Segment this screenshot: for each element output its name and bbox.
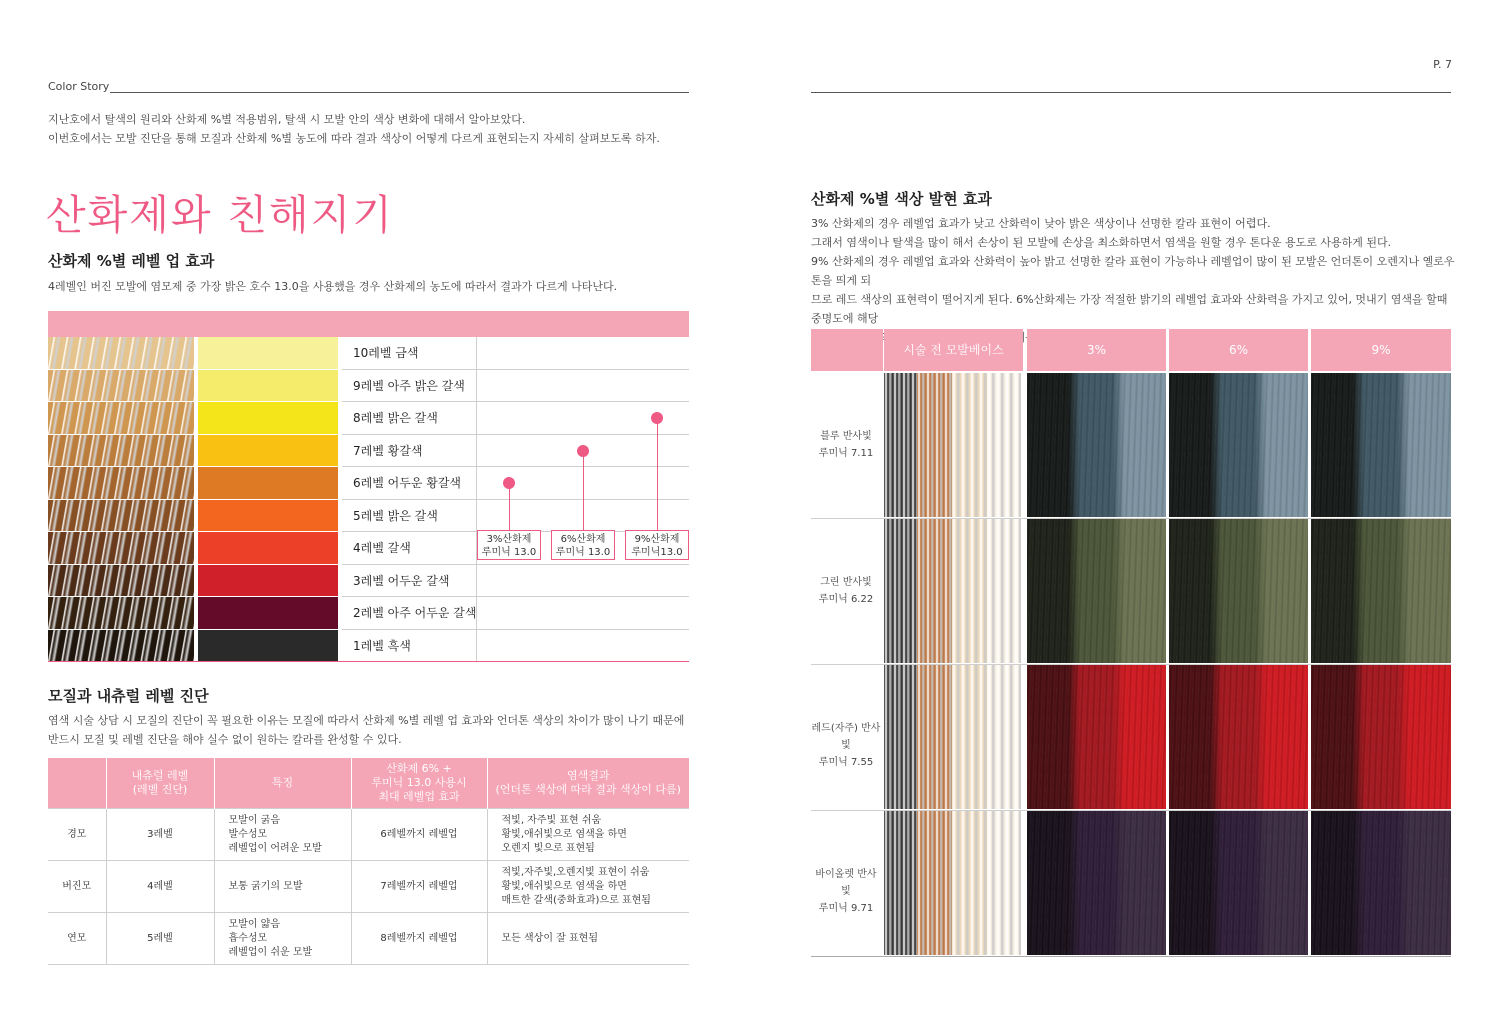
hair-sample [48, 565, 194, 597]
base-hair-strand [917, 811, 952, 955]
color-column-header: 3% [1027, 329, 1166, 371]
diagnosis-heading: 모질과 내츄럴 레벨 진단 [48, 687, 209, 705]
page-title: 산화제와 친해지기 [46, 191, 394, 239]
result-dot [503, 477, 515, 489]
base-hair-strand [987, 811, 1021, 955]
section-label: Color Story [48, 80, 110, 93]
diagnosis-cell-level: 3레벨 [106, 809, 214, 861]
result-product: 루미닉13.0 [631, 547, 683, 558]
result-hair-swatch [1027, 519, 1166, 663]
level-color-swatch [198, 500, 338, 532]
level-color-swatch [198, 435, 338, 467]
diagnosis-header-cell [48, 758, 106, 809]
color-row-shade: 그린 반사빛 [820, 577, 872, 588]
diagnosis-header-cell: 특징 [214, 758, 351, 809]
result-hair-swatch [1027, 665, 1166, 809]
hair-texture [1027, 665, 1166, 809]
hair-sample [48, 402, 194, 434]
level-chart-bottom [48, 661, 689, 662]
diagnosis-cell-max: 7레벨까지 레벨업 [351, 861, 487, 913]
diagnosis-cell-level: 4레벨 [106, 861, 214, 913]
diagnosis-row [48, 809, 689, 861]
result-dot [651, 412, 663, 424]
level-label: 6레벨 어두운 황갈색 [353, 476, 462, 490]
color-row-product: 루미닉 7.55 [818, 757, 874, 768]
level-color-swatch [198, 630, 338, 662]
hair-texture [1311, 811, 1451, 955]
result-box [625, 530, 689, 560]
hair-sample [48, 337, 194, 369]
diagnosis-cell-max: 6레벨까지 레벨업 [351, 809, 487, 861]
diagnosis-header-cell: 염색결과 (언더톤 색상에 따라 결과 색상이 다름) [487, 758, 689, 809]
level-label: 10레벨 금색 [353, 346, 419, 360]
level-label: 9레벨 아주 밝은 갈색 [353, 378, 465, 393]
hair-sample [48, 467, 194, 499]
result-hair-swatch [1311, 811, 1451, 955]
color-description-line: 므로 레드 색상의 표현력이 떨어지게 된다. 6%산화제는 가장 적절한 밝기의 레벨업 효과와 산화력을 가지고 있어, 멋내기 염색을 할때 중명도에 해당 [811, 293, 1448, 325]
base-hair-strand [884, 811, 917, 955]
diagnosis-cell-feature: 모발이 얇음 흡수성모 레벨업이 쉬운 모발 [214, 913, 351, 965]
hair-texture [1169, 665, 1308, 809]
level-heading: 산화제 %별 레벨 업 효과 [48, 252, 215, 270]
hair-sample [48, 630, 194, 662]
base-hair-strand [987, 665, 1021, 809]
color-description-line: 그래서 염색이나 탈색을 많이 해서 손상이 된 모발에 손상을 최소화하면서 염색을 원할 경우 톤다운 용도로 사용하게 된다. [811, 236, 1392, 249]
result-hair-swatch [1169, 665, 1308, 809]
diagnosis-cell-max: 8레벨까지 레벨업 [351, 913, 487, 965]
base-hair-strand [917, 665, 952, 809]
hair-sample [48, 435, 194, 467]
color-row-product: 루미닉 7.11 [818, 448, 874, 459]
level-column-divider [476, 337, 477, 662]
hair-sample [48, 597, 194, 629]
result-hair-swatch [1311, 519, 1451, 663]
diagnosis-cell-feature: 모발이 굵음 발수성모 레벨업이 어려운 모발 [214, 809, 351, 861]
page-number: P. 7 [1433, 58, 1452, 71]
intro-line-1: 지난호에서 탈색의 원리와 산화제 %별 적용범위, 탈색 시 모발 안의 색상 변화에 대해서 알아보았다. [48, 113, 526, 126]
diagnosis-row [48, 913, 689, 965]
diagnosis-header-cell: 산화제 6% + 루미닉 13.0 사용시 최대 레벨업 효과 [351, 758, 487, 809]
result-hair-swatch [1169, 519, 1308, 663]
base-hair-strand [952, 373, 987, 517]
hair-sample [48, 532, 194, 564]
hair-texture [1169, 519, 1308, 663]
color-description [811, 214, 1456, 347]
diagnosis-cell-feature: 보통 굵기의 모발 [214, 861, 351, 913]
color-row-label [811, 428, 881, 462]
color-description-line: 9% 산화제의 경우 레벨업 효과와 산화력이 높아 밝고 선명한 칼라 표현이 가능하나 레벨업이 많이 된 모발은 언더톤이 오렌지나 옐로우톤을 띄게 되 [811, 255, 1455, 287]
diagnosis-cell-type: 연모 [48, 913, 106, 965]
diagnosis-cell-result: 적빛,자주빛,오렌지빛 표현이 쉬움 황빛,애쉬빛으로 염색을 하면 매트한 갈색(중화효과)으로 표현됨 [487, 861, 689, 913]
base-hair-strand [987, 373, 1021, 517]
level-color-swatch [198, 337, 338, 369]
level-label: 4레벨 갈색 [353, 541, 411, 555]
color-row-label [811, 574, 881, 608]
base-hair-strand [987, 519, 1021, 663]
color-row-shade: 레드(자주) 반사빛 [811, 723, 881, 751]
hair-texture [1027, 811, 1166, 955]
diagnosis-description [48, 711, 684, 749]
base-hair-strand [884, 665, 917, 809]
result-box [551, 530, 615, 560]
intro-line-2: 이번호에서는 모발 진단을 통해 모질과 산화제 %별 농도에 따라 결과 색상이 어떻게 다르게 표현되는지 자세히 살펴보도록 하자. [48, 132, 660, 145]
level-label: 5레벨 밝은 갈색 [353, 508, 438, 523]
level-color-swatch [198, 467, 338, 499]
base-hair-strand [884, 373, 917, 517]
hair-texture [1027, 373, 1166, 517]
level-color-swatch [198, 370, 338, 402]
result-stem [657, 418, 658, 530]
result-oxidant: 6%산화제 [560, 534, 606, 545]
level-label: 8레벨 밝은 갈색 [353, 411, 438, 425]
result-product: 루미닉 13.0 [481, 547, 537, 558]
base-hair-strand [952, 811, 987, 955]
diagnosis-cell-result: 모든 색상이 잘 표현됨 [487, 913, 689, 965]
base-hair-strand [917, 373, 952, 517]
diagnosis-cell-type: 버진모 [48, 861, 106, 913]
base-hair-strand [952, 665, 987, 809]
hair-texture [1169, 811, 1308, 955]
color-column-header: 6% [1169, 329, 1308, 371]
level-label: 1레벨 흑색 [353, 638, 411, 653]
base-hair-strand [884, 519, 917, 663]
hair-sample [48, 370, 194, 402]
diagnosis-cell-result: 적빛, 자주빛 표현 쉬움 황빛,애쉬빛으로 염색을 하면 오렌지 빛으로 표현됨 [487, 809, 689, 861]
level-chart-header-bar [48, 311, 689, 337]
result-oxidant: 9%산화제 [634, 534, 680, 545]
level-color-swatch [198, 597, 338, 629]
result-oxidant: 3%산화제 [486, 534, 532, 545]
result-hair-swatch [1311, 373, 1451, 517]
color-column-header: 9% [1311, 329, 1451, 371]
diagnosis-row [48, 861, 689, 913]
hair-texture [1311, 519, 1451, 663]
result-hair-swatch [1027, 373, 1166, 517]
color-column-header: 시술 전 모발베이스 [884, 329, 1023, 371]
result-product: 루미닉 13.0 [555, 547, 611, 558]
level-description: 4레벨인 버진 모발에 염모제 중 가장 밝은 호수 13.0을 사용했을 경우 산화제의 농도에 따라서 결과가 다르게 나타난다. [48, 280, 618, 293]
result-box [477, 530, 541, 560]
color-description-line: 3% 산화제의 경우 레벨업 효과가 낮고 산화력이 낮아 밝은 색상이나 선명한 칼라 표현이 어렵다. [811, 217, 1271, 230]
level-label: 3레벨 어두운 갈색 [353, 573, 450, 588]
result-stem [583, 451, 584, 530]
level-color-swatch [198, 402, 338, 434]
diagnosis-desc-1: 염색 시술 상담 시 모질의 진단이 꼭 필요한 이유는 모질에 따라서 산화제 %별 레벨 업 효과와 언더톤 색상의 차이가 많이 나기 때문에 [48, 714, 685, 727]
color-row-shade: 바이올렛 반사빛 [815, 869, 877, 897]
result-hair-swatch [1311, 665, 1451, 809]
diagnosis-desc-2: 반드시 모질 및 레벨 진단을 해야 실수 없이 원하는 칼라를 완성할 수 있다. [48, 733, 402, 746]
color-heading: 산화제 %별 색상 발현 효과 [811, 190, 992, 208]
intro-text [48, 110, 660, 148]
level-color-swatch [198, 565, 338, 597]
header-rule-right [811, 92, 1451, 93]
diagnosis-table [48, 758, 689, 965]
diagnosis-header-row [48, 758, 689, 809]
base-hair-strand [952, 519, 987, 663]
hair-sample [48, 500, 194, 532]
result-hair-swatch [1169, 811, 1308, 955]
color-row-label [811, 720, 881, 771]
base-hair-strand [917, 519, 952, 663]
diagnosis-header-cell: 내츄럴 레벨 (레벨 진단) [106, 758, 214, 809]
color-table-bottom [811, 956, 1451, 957]
result-hair-swatch [1169, 373, 1308, 517]
level-label: 2레벨 아주 어두운 갈색 [353, 606, 477, 620]
result-dot [577, 445, 589, 457]
hair-texture [1311, 373, 1451, 517]
color-table-corner [811, 329, 883, 371]
diagnosis-cell-level: 5레벨 [106, 913, 214, 965]
diagnosis-cell-type: 경모 [48, 809, 106, 861]
level-color-swatch [198, 532, 338, 564]
color-row-product: 루미닉 6.22 [818, 594, 874, 605]
color-row-product: 루미닉 9.71 [818, 903, 874, 914]
hair-texture [1311, 665, 1451, 809]
header-rule [110, 92, 689, 93]
result-hair-swatch [1027, 811, 1166, 955]
level-label: 7레벨 황갈색 [353, 443, 423, 458]
color-row-shade: 블루 반사빛 [820, 431, 872, 442]
color-row-label [811, 866, 881, 917]
hair-texture [1027, 519, 1166, 663]
hair-texture [1169, 373, 1308, 517]
result-stem [509, 483, 510, 530]
